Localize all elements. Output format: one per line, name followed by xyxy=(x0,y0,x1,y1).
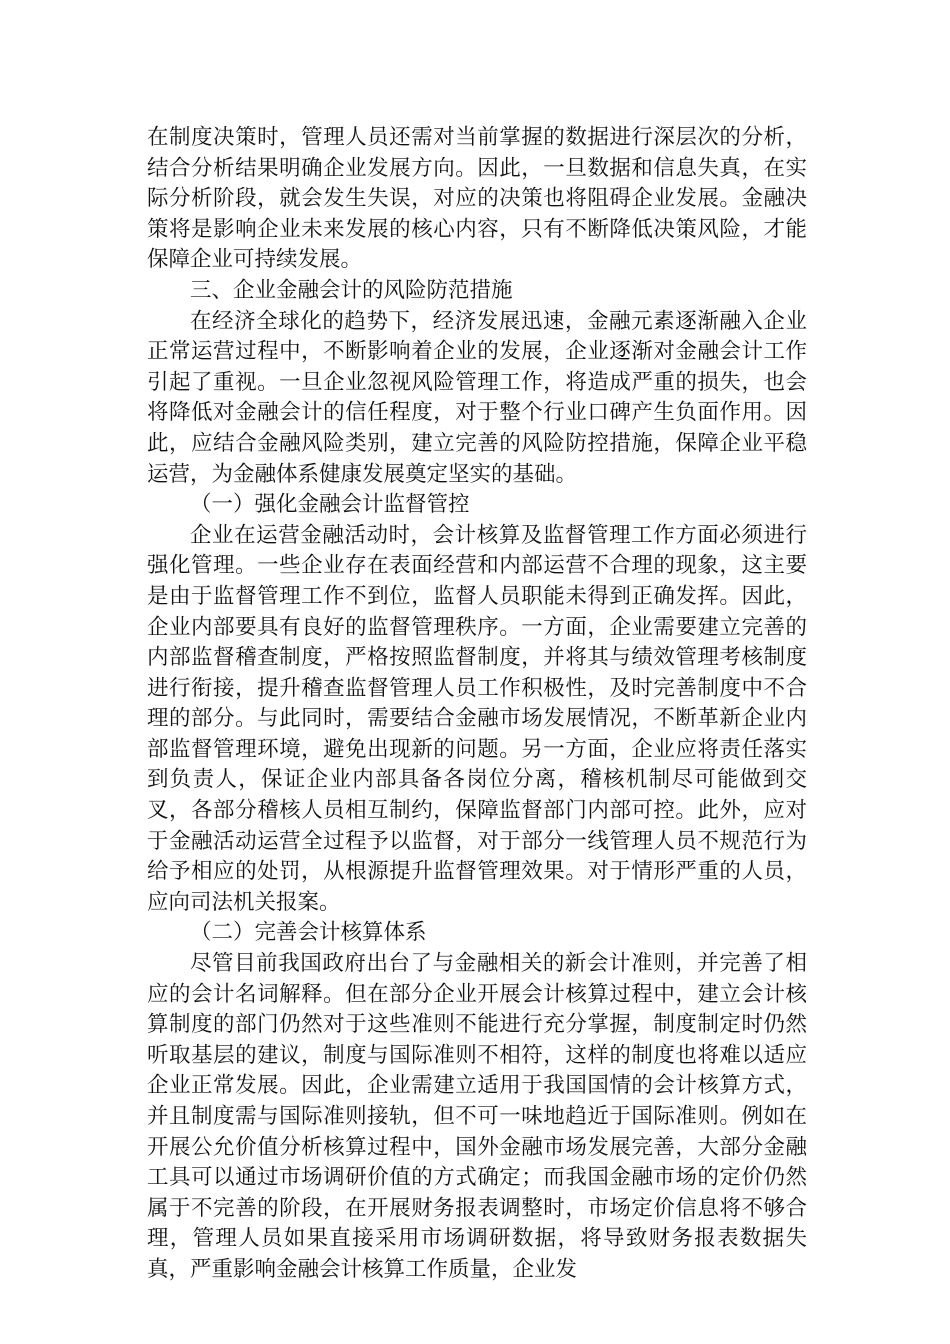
section-heading-risk-measures: 三、企业金融会计的风险防范措施 xyxy=(190,277,513,303)
paragraph-accounting-standards: 尽管目前我国政府出台了与金融相关的新会计准则，并完善了相应的会计名词解释。但在部分企业开展会计核算过程中，建立会计核算制度的部门仍然对于这些准则不能进行充分掌握，制度制定时仍然听取基层的建议，制度与国际准则不相符，这样的制度也将难以适应企业正常发展。因此，企业需建立适用于我国国情的会计核算方式，并且制度需与国际准则接轨，但不可一味地趋近于国际准则。例如在开展公允价值分析核算过程中，国外金融市场发展完善，大部分金融工具可以通过市场调研价值的方式确定；而我国金融市场的定价仍然属于不完善的阶段，在开展财务报表调整时，市场定价信息将不够合理，管理人员如果直接采用市场调研数据，将导致财务报表数据失真，严重影响金融会计核算工作质量，企业发 xyxy=(147,951,807,1282)
subsection-heading-accounting-system: （二）完善会计核算体系 xyxy=(190,920,427,946)
paragraph-globalization: 在经济全球化的趋势下，经济发展迅速，金融元素逐渐融入企业正常运营过程中，不断影响着企业的发展，企业逐渐对金融会计工作引起了重视。一旦企业忽视风险管理工作，将造成严重的损失，也会将降低对金融会计的信任程度，对于整个行业口碑产生负面作用。因此，应结合金融风险类别，建立完善的风险防控措施，保障企业平稳运营，为金融体系健康发展奠定坚实的基础。 xyxy=(147,308,807,487)
paragraph-decision-risk: 在制度决策时，管理人员还需对当前掌握的数据进行深层次的分析，结合分析结果明确企业发展方向。因此，一旦数据和信息失真，在实际分析阶段，就会发生失误，对应的决策也将阻碍企业发展。金融决策将是影响企业未来发展的核心内容，只有不断降低决策风险，才能保障企业可持续发展。 xyxy=(147,125,807,273)
paragraph-supervision: 企业在运营金融活动时，会计核算及监督管理工作方面必须进行强化管理。一些企业存在表面经营和内部运营不合理的现象，这主要是由于监督管理工作不到位，监督人员职能未得到正确发挥。因此，企业内部要具有良好的监督管理秩序。一方面，企业需要建立完善的内部监督稽查制度，严格按照监督制度，并将其与绩效管理考核制度进行衔接，提升稽查监督管理人员工作积极性，及时完善制度中不合理的部分。与此同时，需要结合金融市场发展情况，不断革新企业内部监督管理环境，避免出现新的问题。另一方面，企业应将责任落实到负责人，保证企业内部具备各岗位分离，稽核机制尽可能做到交叉，各部分稽核人员相互制约，保障监督部门内部可控。此外，应对于金融活动运营全过程予以监督，对于部分一线管理人员不规范行为给予相应的处罚，从根源提升监督管理效果。对于情形严重的人员，应向司法机关报案。 xyxy=(147,522,807,915)
document-page xyxy=(147,123,807,1286)
subsection-heading-supervision: （一）强化金融会计监督管控 xyxy=(190,492,470,518)
